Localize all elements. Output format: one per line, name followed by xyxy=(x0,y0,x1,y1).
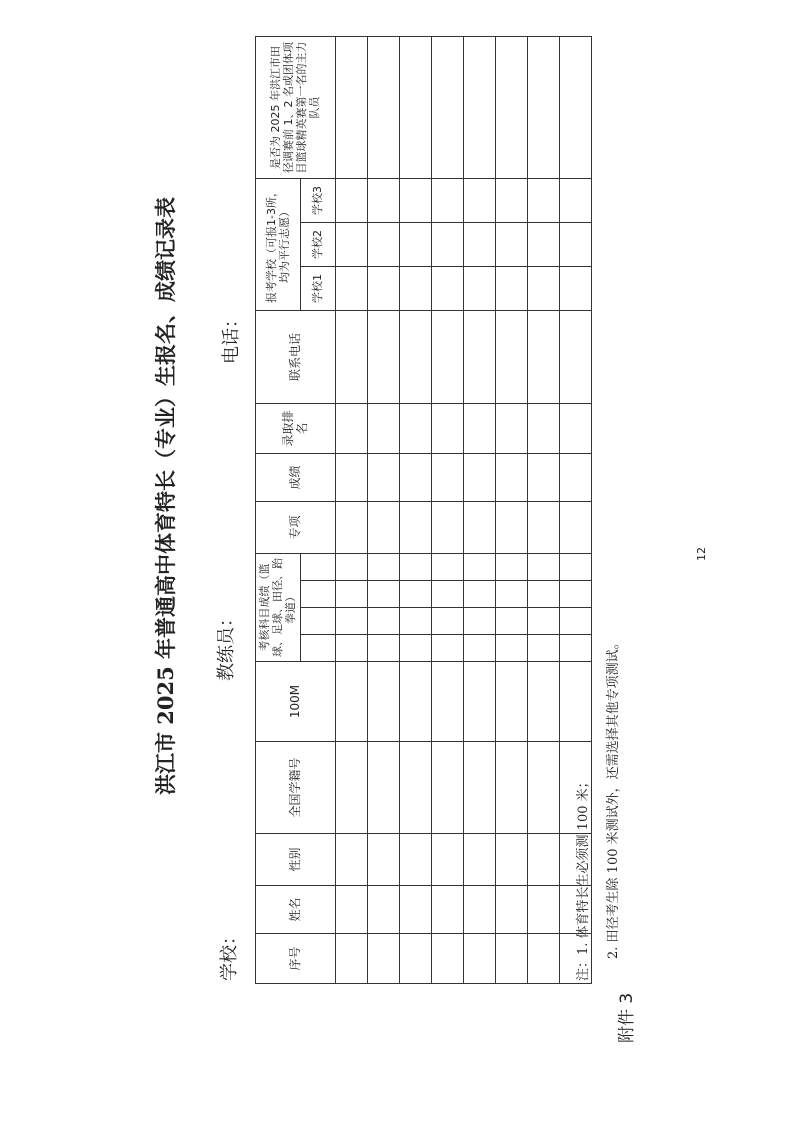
annex-label: 附件 3 xyxy=(617,992,637,1043)
table-cell[interactable] xyxy=(431,267,463,311)
table-cell[interactable] xyxy=(367,223,399,267)
table-cell[interactable] xyxy=(559,454,591,502)
table-cell[interactable] xyxy=(399,454,431,502)
table-cell[interactable] xyxy=(495,581,527,608)
table-cell[interactable] xyxy=(559,179,591,223)
table-cell[interactable] xyxy=(527,502,559,554)
table-cell[interactable] xyxy=(527,37,559,179)
table-cell[interactable] xyxy=(335,311,367,404)
table-cell[interactable] xyxy=(559,581,591,608)
table-cell[interactable] xyxy=(495,742,527,834)
table-cell[interactable] xyxy=(431,223,463,267)
table-cell[interactable] xyxy=(495,37,527,179)
table-cell[interactable] xyxy=(399,554,431,581)
table-cell[interactable] xyxy=(463,404,495,454)
note-1: 注：1. 体育特长生必须测 100 米； xyxy=(576,775,591,981)
table-cell[interactable] xyxy=(463,502,495,554)
table-cell[interactable] xyxy=(335,742,367,834)
table-cell[interactable] xyxy=(559,635,591,662)
table-cell[interactable] xyxy=(527,311,559,404)
table-cell[interactable] xyxy=(399,37,431,179)
table-cell[interactable] xyxy=(367,454,399,502)
table-cell[interactable] xyxy=(495,554,527,581)
table-cell[interactable] xyxy=(559,37,591,179)
coach-label: 教练员： xyxy=(216,609,237,681)
table-cell[interactable] xyxy=(399,404,431,454)
header-school-2: 学校2 xyxy=(300,223,335,267)
table-cell[interactable] xyxy=(527,404,559,454)
table-cell[interactable] xyxy=(335,37,367,179)
table-cell[interactable] xyxy=(527,934,559,984)
table-cell[interactable] xyxy=(431,662,463,742)
table-cell[interactable] xyxy=(399,635,431,662)
header-school-1: 学校1 xyxy=(300,267,335,311)
table-cell[interactable] xyxy=(495,502,527,554)
table-cell[interactable] xyxy=(367,311,399,404)
table-cell[interactable] xyxy=(495,454,527,502)
table-cell[interactable] xyxy=(527,608,559,635)
table-cell[interactable] xyxy=(367,554,399,581)
table-cell[interactable] xyxy=(335,223,367,267)
table-row xyxy=(495,37,527,984)
table-cell[interactable] xyxy=(559,608,591,635)
header-exam-sub xyxy=(300,635,335,662)
form-title: 洪江市 2025 年普通高中体育特长（专业）生报名、成绩记录表 xyxy=(153,196,178,796)
table-cell[interactable] xyxy=(367,37,399,179)
table-cell[interactable] xyxy=(335,886,367,934)
table-cell[interactable] xyxy=(495,834,527,886)
table-cell[interactable] xyxy=(367,742,399,834)
table-cell[interactable] xyxy=(335,179,367,223)
table-cell[interactable] xyxy=(463,662,495,742)
table-cell[interactable] xyxy=(367,934,399,984)
table-cell[interactable] xyxy=(399,311,431,404)
table-cell[interactable] xyxy=(527,742,559,834)
table-cell[interactable] xyxy=(559,404,591,454)
table-cell[interactable] xyxy=(367,834,399,886)
table-cell[interactable] xyxy=(463,223,495,267)
table-cell[interactable] xyxy=(463,742,495,834)
table-cell[interactable] xyxy=(431,311,463,404)
table-cell[interactable] xyxy=(431,554,463,581)
table-cell[interactable] xyxy=(431,635,463,662)
table-cell[interactable] xyxy=(495,267,527,311)
table-cell[interactable] xyxy=(367,886,399,934)
header-contact: 联系电话 xyxy=(256,311,336,404)
header-100m: 100M xyxy=(256,662,336,742)
table-cell[interactable] xyxy=(463,311,495,404)
header-seq: 序号 xyxy=(256,934,336,984)
table-row xyxy=(399,37,431,984)
table-cell[interactable] xyxy=(463,37,495,179)
table-cell[interactable] xyxy=(527,635,559,662)
table-cell[interactable] xyxy=(335,404,367,454)
table-cell[interactable] xyxy=(527,581,559,608)
header-exam-item-score: 考核科目成绩（篮球、足球、田径、跆拳道） xyxy=(256,554,301,662)
table-cell[interactable] xyxy=(495,934,527,984)
table-cell[interactable] xyxy=(399,223,431,267)
table-cell[interactable] xyxy=(367,608,399,635)
phone-label: 电话： xyxy=(221,310,242,364)
table-cell[interactable] xyxy=(367,267,399,311)
table-cell[interactable] xyxy=(399,581,431,608)
table-cell[interactable] xyxy=(399,886,431,934)
table-cell[interactable] xyxy=(431,502,463,554)
table-cell[interactable] xyxy=(431,886,463,934)
table-cell[interactable] xyxy=(335,581,367,608)
table-cell[interactable] xyxy=(463,934,495,984)
header-score: 成绩 xyxy=(256,454,336,502)
table-cell[interactable] xyxy=(495,311,527,404)
header-exam-sub xyxy=(300,554,335,581)
table-cell[interactable] xyxy=(367,635,399,662)
table-cell[interactable] xyxy=(431,608,463,635)
table-row xyxy=(367,37,399,984)
table-cell[interactable] xyxy=(495,662,527,742)
header-applied-schools: 报考学校（可报1-3所，均为平行志愿） xyxy=(256,179,301,311)
table-cell[interactable] xyxy=(463,608,495,635)
table-cell[interactable] xyxy=(527,834,559,886)
header-exam-sub xyxy=(300,581,335,608)
table-row xyxy=(335,37,367,984)
table-cell[interactable] xyxy=(527,223,559,267)
table-cell[interactable] xyxy=(399,834,431,886)
table-cell[interactable] xyxy=(495,179,527,223)
table-cell[interactable] xyxy=(335,608,367,635)
table-cell[interactable] xyxy=(495,404,527,454)
table-cell[interactable] xyxy=(463,454,495,502)
table-cell[interactable] xyxy=(335,635,367,662)
page-number: 12 xyxy=(695,547,708,561)
table-cell[interactable] xyxy=(431,179,463,223)
table-cell[interactable] xyxy=(399,662,431,742)
table-cell[interactable] xyxy=(367,662,399,742)
table-cell[interactable] xyxy=(335,267,367,311)
note-2: 2. 田径考生除 100 米测试外，还需选择其他专项测试。 xyxy=(606,636,621,959)
table-cell[interactable] xyxy=(527,554,559,581)
table-cell[interactable] xyxy=(399,608,431,635)
table-cell[interactable] xyxy=(431,581,463,608)
header-gender: 性别 xyxy=(256,834,336,886)
table-cell[interactable] xyxy=(463,834,495,886)
table-cell[interactable] xyxy=(527,662,559,742)
table-cell[interactable] xyxy=(463,581,495,608)
table-cell[interactable] xyxy=(367,502,399,554)
table-cell[interactable] xyxy=(527,886,559,934)
table-cell[interactable] xyxy=(335,454,367,502)
header-name: 姓名 xyxy=(256,886,336,934)
table-cell[interactable] xyxy=(431,37,463,179)
table-cell[interactable] xyxy=(463,179,495,223)
table-cell[interactable] xyxy=(399,934,431,984)
table-cell[interactable] xyxy=(559,662,591,742)
table-cell[interactable] xyxy=(463,554,495,581)
table-row xyxy=(463,37,495,984)
table-cell[interactable] xyxy=(399,179,431,223)
registration-table xyxy=(255,36,592,984)
table-cell[interactable] xyxy=(495,223,527,267)
table-cell[interactable] xyxy=(559,267,591,311)
table-row xyxy=(527,37,559,984)
header-student-id: 全国学籍号 xyxy=(256,742,336,834)
table-cell[interactable] xyxy=(559,502,591,554)
table-cell[interactable] xyxy=(463,267,495,311)
table-cell[interactable] xyxy=(367,581,399,608)
header-school-3: 学校3 xyxy=(300,179,335,223)
table-cell[interactable] xyxy=(367,179,399,223)
table-cell[interactable] xyxy=(399,502,431,554)
table-cell[interactable] xyxy=(335,502,367,554)
school-label: 学校： xyxy=(219,927,240,981)
table-cell[interactable] xyxy=(335,934,367,984)
header-special: 专项 xyxy=(256,502,336,554)
table-cell[interactable] xyxy=(335,554,367,581)
table-cell[interactable] xyxy=(559,223,591,267)
header-exam-sub xyxy=(300,608,335,635)
table-cell[interactable] xyxy=(431,934,463,984)
table-cell[interactable] xyxy=(559,311,591,404)
table-body xyxy=(335,37,591,984)
table-cell[interactable] xyxy=(431,454,463,502)
table-cell[interactable] xyxy=(495,886,527,934)
header-team-member: 是否为 2025 年洪江市田径调赛前 1、2 名或团体项目篮球精英赛第一名的主力队员 xyxy=(256,37,336,179)
table-row xyxy=(431,37,463,984)
table-cell[interactable] xyxy=(527,179,559,223)
table-cell[interactable] xyxy=(431,742,463,834)
table-cell[interactable] xyxy=(463,635,495,662)
table-cell[interactable] xyxy=(431,404,463,454)
table-cell[interactable] xyxy=(527,267,559,311)
table-cell[interactable] xyxy=(335,662,367,742)
table-cell[interactable] xyxy=(495,635,527,662)
table-cell[interactable] xyxy=(399,742,431,834)
table-cell[interactable] xyxy=(559,554,591,581)
table-cell[interactable] xyxy=(495,608,527,635)
header-rank: 录取排名 xyxy=(256,404,336,454)
table-cell[interactable] xyxy=(335,834,367,886)
header-row xyxy=(256,37,301,984)
table-cell[interactable] xyxy=(527,454,559,502)
table-cell[interactable] xyxy=(367,404,399,454)
table-cell[interactable] xyxy=(431,834,463,886)
table-cell[interactable] xyxy=(399,267,431,311)
table-cell[interactable] xyxy=(463,886,495,934)
